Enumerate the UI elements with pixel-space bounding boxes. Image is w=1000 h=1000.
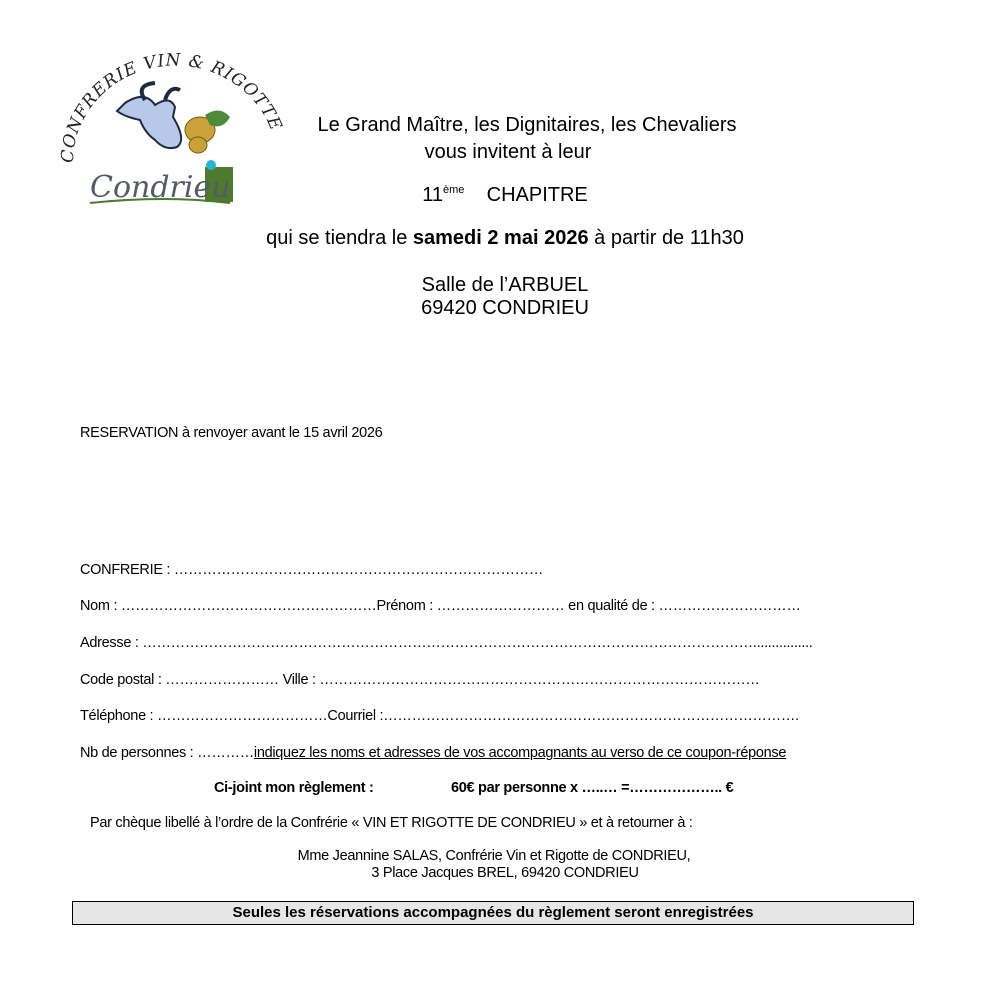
venue: Salle de l’ARBUEL (421, 274, 589, 296)
persons-field[interactable] (80, 745, 786, 761)
payment-label: Ci-joint mon règlement : (214, 780, 374, 796)
svg-text:Condrieu: Condrieu (90, 170, 231, 205)
date-prefix: qui se tiendra le (266, 227, 413, 249)
postal-city-field[interactable]: Code postal : …………………… Ville : ………………………………………………………………………………… (80, 672, 760, 688)
chapter-title (422, 184, 588, 207)
date-bold: samedi 2 mai 2026 (412, 227, 589, 249)
confrerie-logo (55, 45, 290, 210)
chapter-number: 11 (422, 184, 443, 206)
payment-price[interactable]: 60€ par personne x …..… =……………….. € (451, 780, 734, 796)
invitation-line-1: Le Grand Maître, les Dignitaires, les Chevaliers (317, 114, 737, 136)
confrerie-field[interactable]: CONFRERIE : …………………………………………………………………… (80, 562, 544, 578)
reservation-deadline: RESERVATION à renvoyer avant le 15 avril 2026 (80, 425, 383, 441)
date-suffix: à partir de 11h30 (588, 227, 744, 249)
address-field[interactable]: Adresse : …………………………………………………………………………………………………………………................ (80, 635, 813, 651)
persons-note: indiquez les noms et adresses de vos accompagnants au verso de ce coupon-réponse (253, 745, 787, 761)
return-address-1: Mme Jeannine SALAS, Confrérie Vin et Rigotte de CONDRIEU, (297, 848, 691, 864)
chapter-word: CHAPITRE (486, 184, 588, 206)
goat-icon (117, 83, 181, 148)
return-address-2: 3 Place Jacques BREL, 69420 CONDRIEU (371, 865, 639, 881)
event-date (266, 227, 744, 250)
name-field[interactable]: Nom : ………………………………………………Prénom : ……………………… en qualité de : ………………………… (80, 598, 801, 614)
phone-email-field[interactable]: Téléphone : ………………………………Courriel :……………………………………………………………………………. (80, 708, 799, 724)
invitation-line-2: vous invitent à leur (424, 141, 592, 163)
cheque-instructions: Par chèque libellé à l’ordre de la Confrérie « VIN ET RIGOTTE DE CONDRIEU » et à retourner à : (90, 815, 693, 831)
persons-label: Nb de personnes : ………… (80, 745, 254, 761)
venue-city: 69420 CONDRIEU (421, 297, 589, 319)
grapes-icon (185, 110, 230, 153)
chapter-sup: ème (443, 184, 465, 196)
notice-box: Seules les réservations accompagnées du règlement seront enregistrées (72, 901, 914, 925)
svg-text:CONFRERIE VIN & RIGOTTE: CONFRERIE VIN & RIGOTTE (57, 50, 286, 164)
